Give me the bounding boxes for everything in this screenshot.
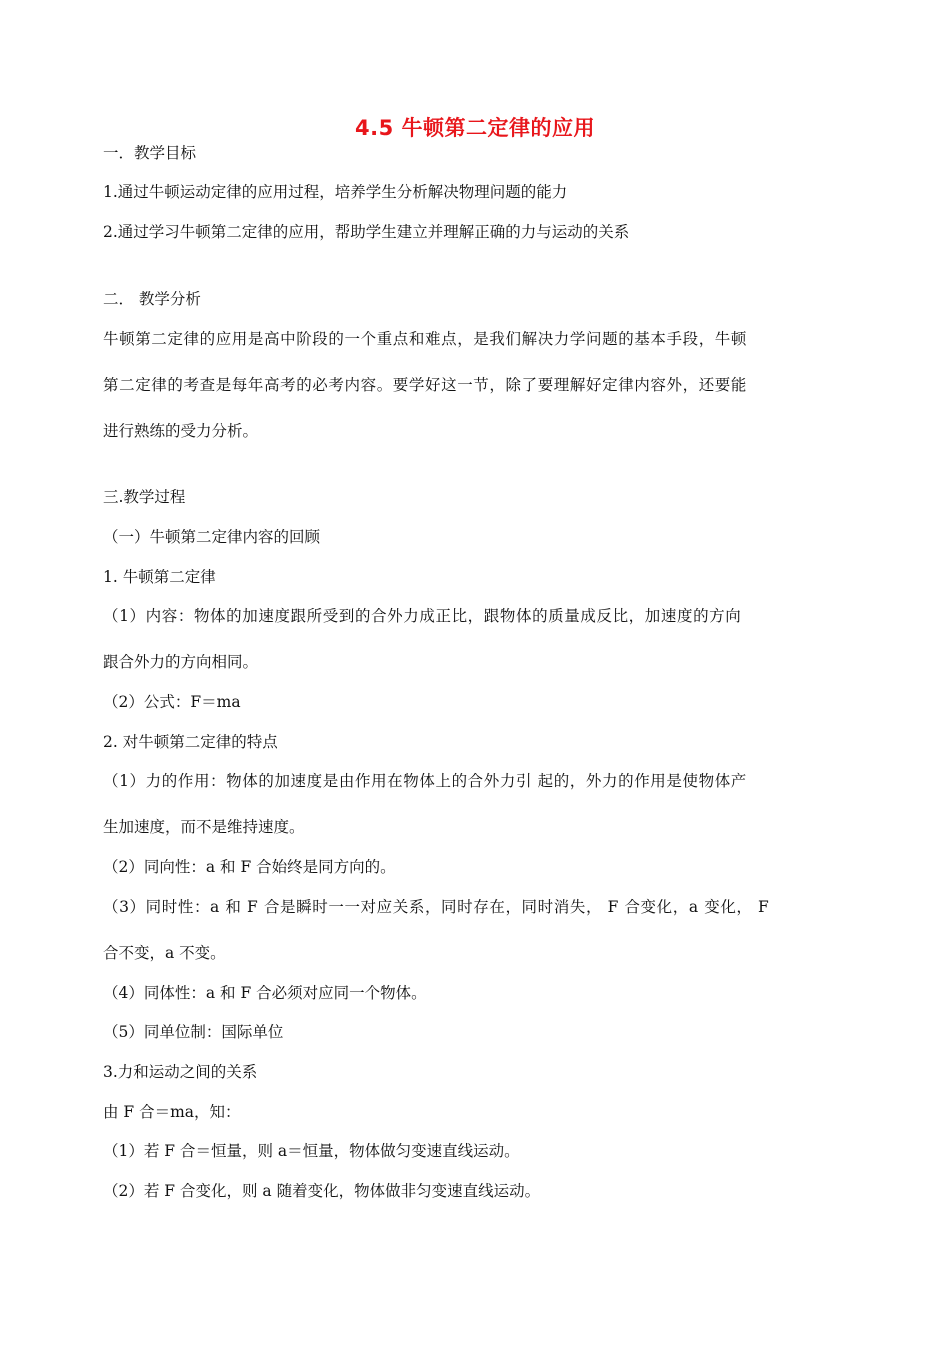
section-heading-process: 三.教学过程 [103,488,186,506]
document-title: 4.5 牛顿第二定律的应用 [354,116,595,140]
feature-line: （1）力的作用：物体的加速度是由作用在物体上的合外力引 起的，外力的作用是使物体产 [103,772,747,790]
feature-line: 合不变，a 不变。 [103,944,226,962]
content-line: 跟合外力的方向相同。 [103,653,259,671]
feature-line: （5）同单位制：国际单位 [103,1023,284,1041]
subsection-heading: （一）牛顿第二定律内容的回顾 [103,528,321,546]
analysis-paragraph-line: 第二定律的考查是每年高考的必考内容。要学好这一节，除了要理解好定律内容外，还要能 [103,376,748,394]
content-line: （1）内容：物体的加速度跟所受到的合外力成正比，跟物体的质量成反比，加速度的方向 [103,607,742,625]
point-heading: 2. 对牛顿第二定律的特点 [103,733,278,751]
relation-intro: 由 F 合＝ma，知： [103,1103,241,1121]
objective-item: 2.通过学习牛顿第二定律的应用，帮助学生建立并理解正确的力与运动的关系 [103,223,630,241]
formula-line: （2）公式：F＝ma [103,693,241,711]
feature-line: 生加速度，而不是维持速度。 [103,818,305,836]
section-heading-objectives: 一．教学目标 [103,144,197,162]
feature-line: （4）同体性：a 和 F 合必须对应同一个物体。 [103,984,427,1002]
objective-item: 1.通过牛顿运动定律的应用过程，培养学生分析解决物理问题的能力 [103,183,568,201]
analysis-paragraph-line: 牛顿第二定律的应用是高中阶段的一个重点和难点，是我们解决力学问题的基本手段，牛顿 [103,330,748,348]
feature-line: （2）同向性：a 和 F 合始终是同方向的。 [103,858,396,876]
point-heading: 1. 牛顿第二定律 [103,568,216,586]
feature-line: （3）同时性：a 和 F 合是瞬时一一对应关系，同时存在，同时消失， F 合变化，a 变化， F [103,898,770,916]
relation-line: （1）若 F 合＝恒量，则 a＝恒量，物体做匀变速直线运动。 [103,1142,520,1160]
relation-line: （2）若 F 合变化，则 a 随着变化，物体做非匀变速直线运动。 [103,1182,541,1200]
point-heading: 3.力和运动之间的关系 [103,1063,258,1081]
section-heading-analysis: 二． 教学分析 [103,290,201,308]
analysis-paragraph-line: 进行熟练的受力分析。 [103,422,259,440]
